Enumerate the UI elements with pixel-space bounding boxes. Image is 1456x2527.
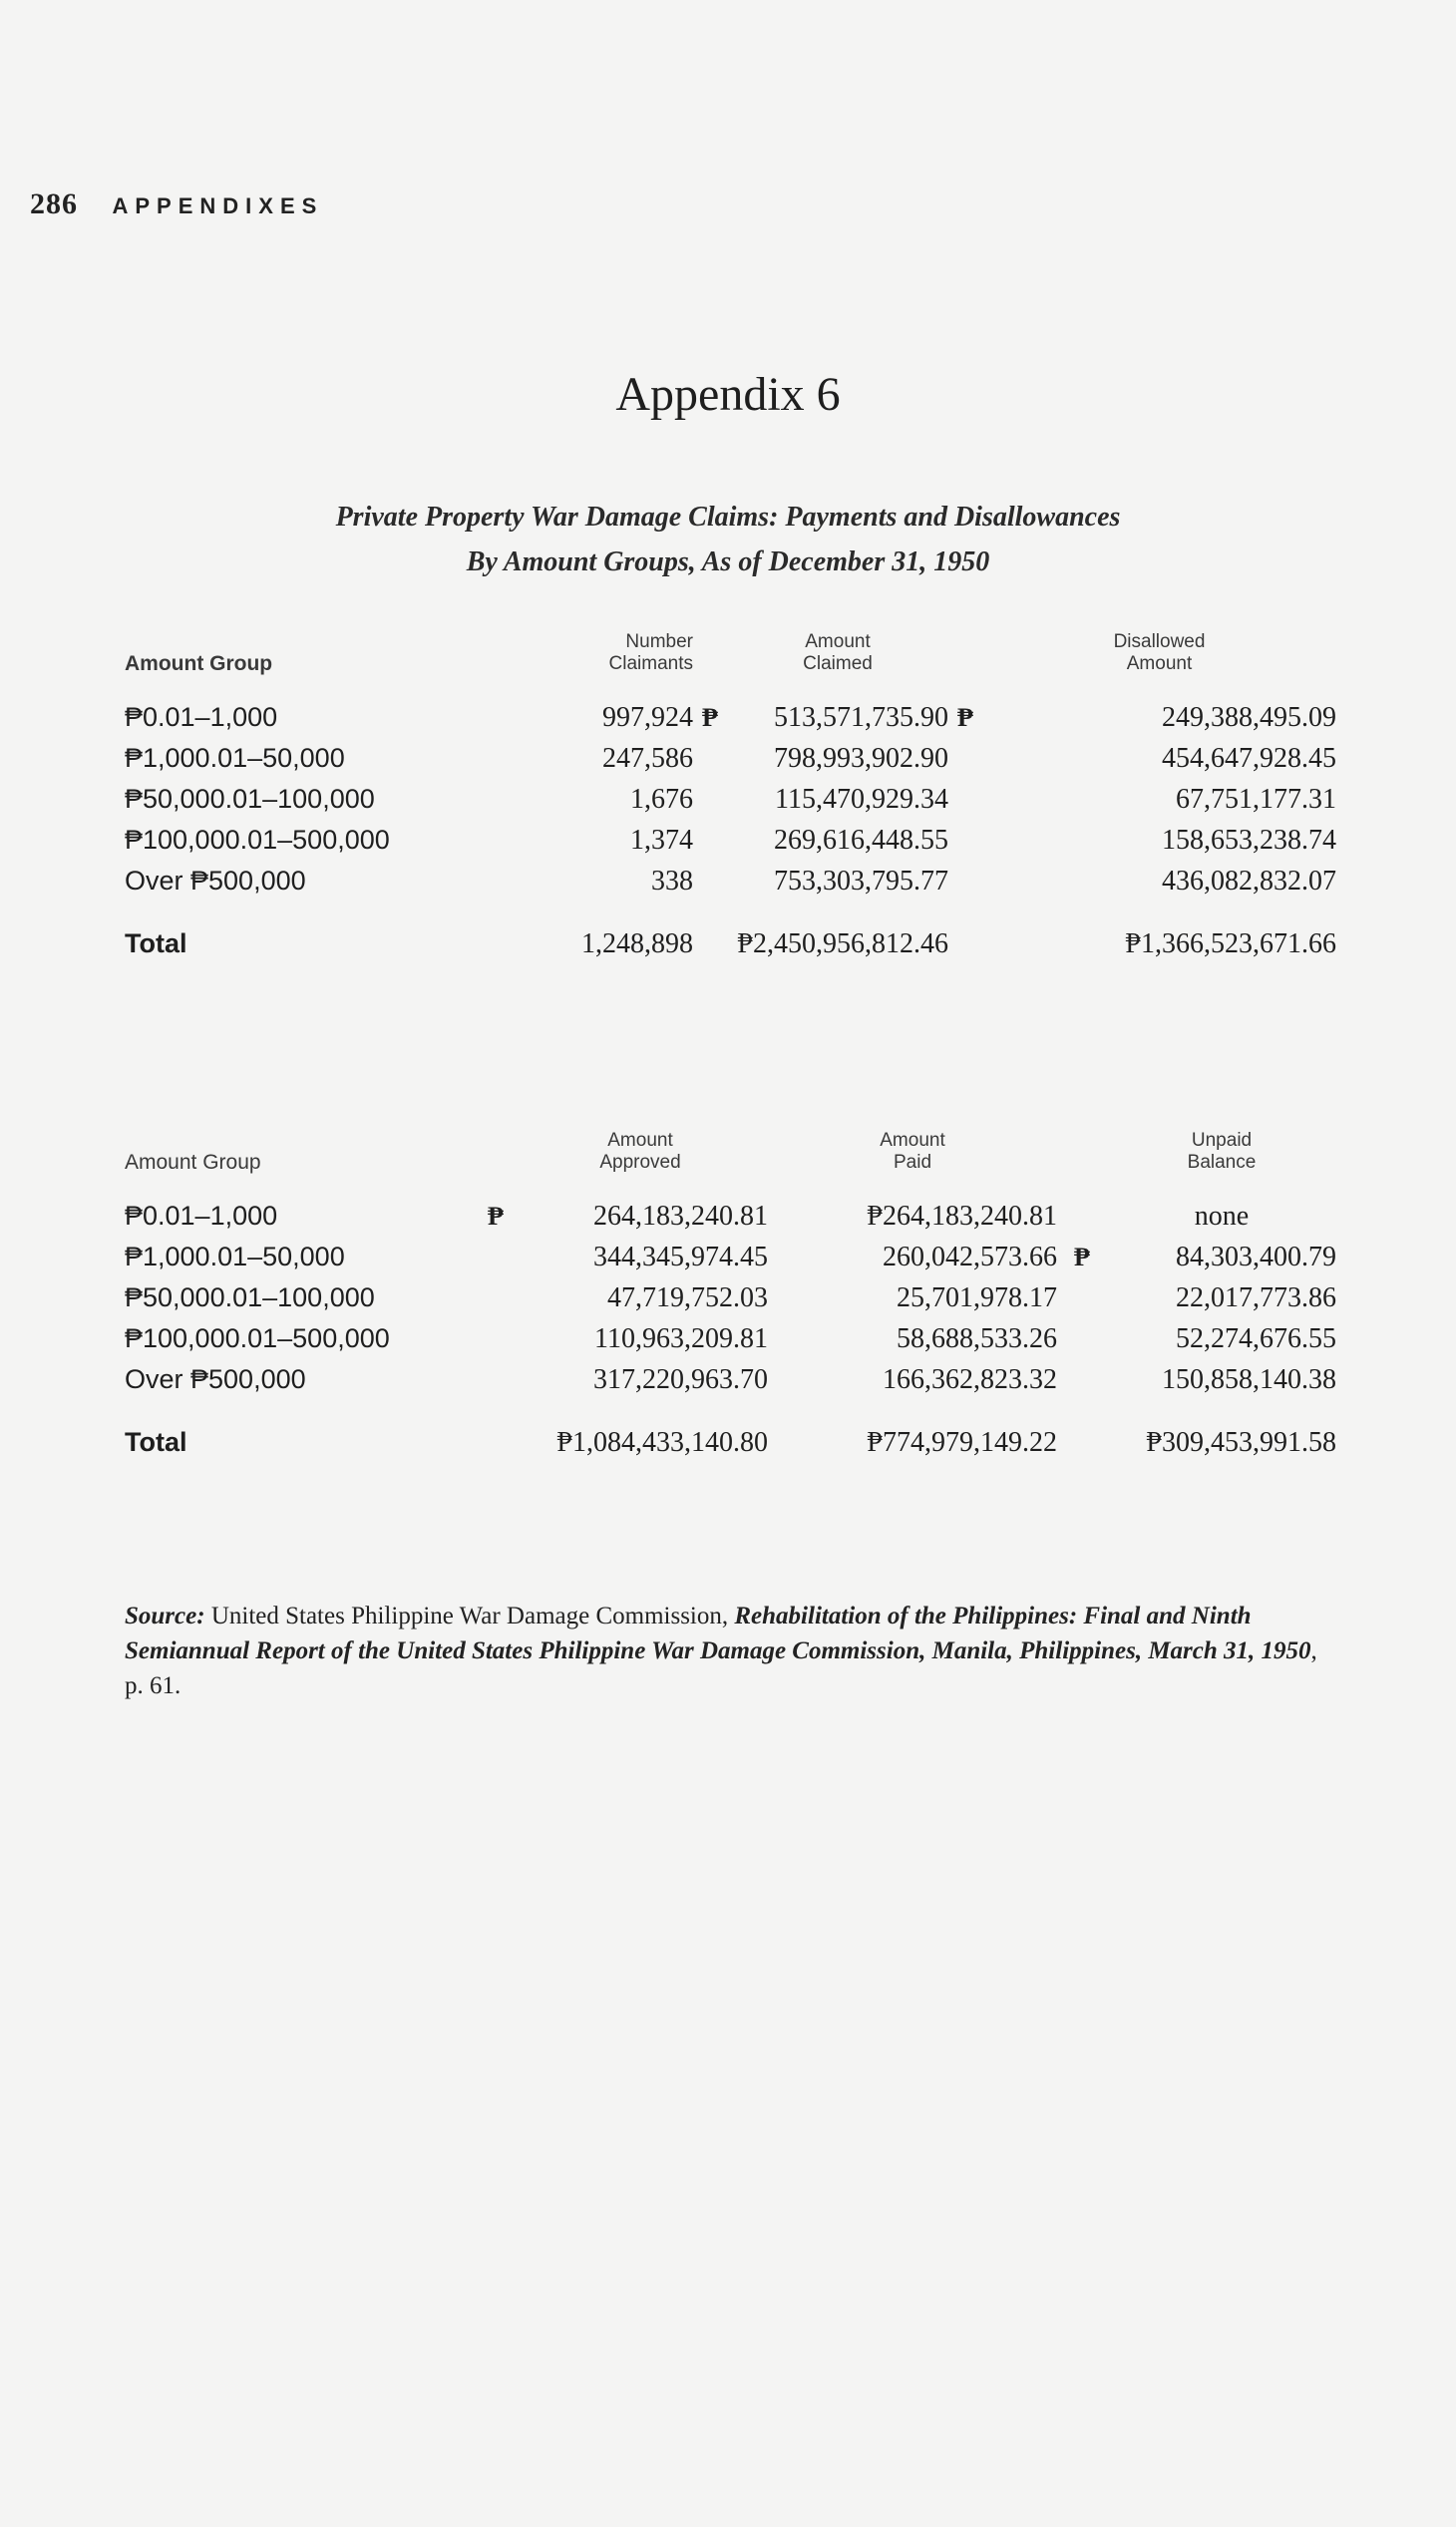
table-row [125,1318,1336,1359]
row-disallowed: 158,653,238.74 [1162,825,1336,856]
total-currency-mark [479,1400,513,1463]
row-group: ₱0.01–1,000 [125,1201,278,1231]
row-approved: 110,963,209.81 [594,1323,768,1354]
row-currency-mark [1057,1318,1107,1359]
claims-table [125,631,1336,964]
row-claimed: 798,993,902.90 [774,743,948,774]
section-label: APPENDIXES [112,193,324,218]
row-unpaid: 52,274,676.55 [1176,1323,1336,1354]
row-group: ₱50,000.01–100,000 [125,784,375,814]
row-claimed: 753,303,795.77 [774,866,948,897]
row-unpaid: 22,017,773.86 [1176,1282,1336,1313]
total-row [125,902,1336,964]
total-label: Total [125,1427,187,1457]
page-number: 286 [30,187,78,220]
row-currency-mark [693,779,727,820]
source-text: United States Philippine War Damage Commission, [210,1603,729,1629]
row-claimants: 997,924 [602,702,693,733]
row-claimed: 115,470,929.34 [775,784,948,815]
row-group: ₱100,000.01–500,000 [125,825,390,855]
table-row [125,1237,1336,1277]
header-amount-group: Amount Group [125,652,273,675]
table-row [125,1277,1336,1318]
header-amount-paid: Amount Paid [880,1130,945,1173]
row-approved: 47,719,752.03 [607,1282,768,1313]
total-currency-mark [1057,1400,1107,1463]
row-paid: ₱264,183,240.81 [867,1201,1057,1232]
row-disallowed: 454,647,928.45 [1162,743,1336,774]
row-group: ₱100,000.01–500,000 [125,1323,390,1353]
row-approved: 264,183,240.81 [593,1201,768,1232]
table-row [125,1196,1336,1237]
row-currency-mark [479,1318,513,1359]
source-note [125,1599,1331,1703]
row-currency-mark [479,1237,513,1277]
total-disallowed: ₱1,366,523,671.66 [1125,928,1336,959]
row-unpaid: 150,858,140.38 [1162,1364,1336,1395]
row-disallowed: 436,082,832.07 [1162,866,1336,897]
header-amount-approved: Amount Approved [599,1130,681,1173]
table-row [125,697,1336,738]
row-claimed: 269,616,448.55 [774,825,948,856]
total-currency-mark [693,902,727,964]
row-paid: 58,688,533.26 [897,1323,1057,1354]
source-title: Rehabilitation of the Philippines: Final and Ninth Semiannual Report of the United States Philippine War Damage Commission, Manila, Philippines, March 31, 1950 [125,1603,1311,1664]
row-group: ₱1,000.01–50,000 [125,743,345,773]
source-page: , p. 61. [125,1637,1317,1699]
row-group: ₱1,000.01–50,000 [125,1242,345,1271]
table-subtitle-line2: By Amount Groups, As of December 31, 1950 [466,546,990,577]
row-currency-mark [948,820,982,861]
row-unpaid: none [1194,1201,1250,1232]
row-disallowed: 67,751,177.31 [1176,784,1336,815]
row-group: ₱0.01–1,000 [125,702,278,732]
row-currency-mark: ₱ [1074,1243,1090,1271]
row-currency-mark [948,861,982,902]
row-paid: 166,362,823.32 [883,1364,1057,1395]
claims-table-body [125,697,1336,964]
row-paid: 25,701,978.17 [897,1282,1057,1313]
source-lead: Source: [125,1603,205,1629]
row-claimants: 247,586 [602,743,693,774]
row-claimed: 513,571,735.90 [774,702,948,733]
total-approved: ₱1,084,433,140.80 [556,1427,768,1458]
row-disallowed: 249,388,495.09 [1162,702,1336,733]
total-row [125,1400,1336,1463]
header-unpaid-balance: Unpaid Balance [1187,1130,1257,1173]
header-amount-group: Amount Group [125,1151,261,1174]
row-currency-mark: ₱ [702,703,718,732]
row-currency-mark [948,738,982,779]
payments-table [125,1130,1336,1463]
row-unpaid: 84,303,400.79 [1176,1242,1336,1272]
total-claimants: 1,248,898 [581,928,693,959]
row-currency-mark [1057,1196,1107,1237]
row-currency-mark [479,1277,513,1318]
payments-table-body [125,1196,1336,1463]
table-row [125,738,1336,779]
row-currency-mark: ₱ [957,703,973,732]
row-currency-mark [1057,1359,1107,1400]
header-amount-claimed: Amount Claimed [803,631,873,674]
row-currency-mark [1057,1277,1107,1318]
row-currency-mark [479,1359,513,1400]
row-group: Over ₱500,000 [125,1364,306,1394]
row-group: ₱50,000.01–100,000 [125,1282,375,1312]
row-currency-mark: ₱ [488,1202,504,1231]
row-currency-mark [948,779,982,820]
table-subtitle-line1: Private Property War Damage Claims: Payments and Disallowances [335,502,1121,533]
table-row [125,820,1336,861]
row-currency-mark [693,738,727,779]
row-group: Over ₱500,000 [125,866,306,896]
table-row [125,861,1336,902]
row-paid: 260,042,573.66 [883,1242,1057,1272]
row-approved: 317,220,963.70 [593,1364,768,1395]
row-claimants: 1,374 [630,825,693,856]
row-claimants: 1,676 [630,784,693,815]
table-row [125,1359,1336,1400]
row-currency-mark [693,861,727,902]
row-currency-mark [693,820,727,861]
total-currency-mark [948,902,982,964]
total-label: Total [125,928,187,958]
total-paid: ₱774,979,149.22 [867,1427,1057,1458]
row-claimants: 338 [651,866,693,897]
row-approved: 344,345,974.45 [593,1242,768,1272]
table-row [125,779,1336,820]
total-unpaid: ₱309,453,991.58 [1146,1427,1336,1458]
appendix-title: Appendix 6 [615,368,841,421]
running-head [30,187,323,221]
total-claimed: ₱2,450,956,812.46 [737,928,948,959]
header-disallowed-amount: Disallowed Amount [1113,631,1206,674]
header-number-claimants: Number Claimants [608,631,693,674]
